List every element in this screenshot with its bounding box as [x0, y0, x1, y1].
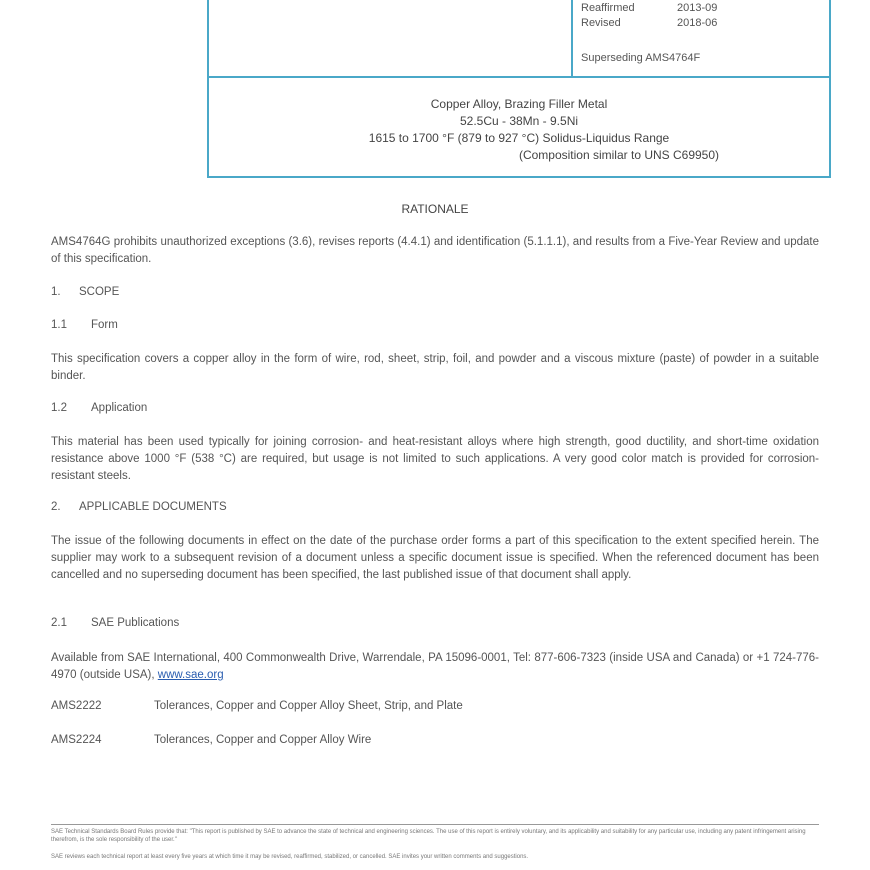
section-2-heading [51, 501, 227, 513]
document-title [209, 96, 829, 164]
sae-address-text: Available from SAE International, 400 Commonwealth Drive, Warrendale, PA 15096-0001, Tel: 877-606-7323 (inside USA and Canada) or +1 724-776-4970 (outside USA), [51, 652, 819, 681]
superseding-note: Superseding AMS4764F [581, 52, 701, 64]
section-2-1-text [51, 650, 819, 684]
reaffirmed-row [581, 2, 717, 14]
title-line-1: Copper Alloy, Brazing Filler Metal [430, 97, 608, 111]
section-1-1-heading [51, 319, 118, 331]
reference-title: Tolerances, Copper and Copper Alloy Sheet, Strip, and Plate [154, 700, 463, 712]
section-number: 1.1 [51, 319, 67, 331]
footer-notice-2: SAE reviews each technical report at least every five years at which time it may be revised, reaffirmed, stabilized, or cancelled. SAE invites your written comments and suggestions. [51, 854, 529, 860]
section-2-1-heading [51, 617, 179, 629]
sae-website-link[interactable]: www.sae.org [157, 669, 224, 681]
reaffirmed-date: 2013-09 [677, 2, 718, 14]
section-number: 2. [51, 501, 61, 513]
reference-row [51, 700, 463, 712]
reference-row [51, 734, 371, 746]
footer-divider [51, 824, 819, 825]
section-title: Application [91, 402, 148, 414]
section-number: 1. [51, 286, 61, 298]
footer-notice-1: SAE Technical Standards Board Rules provide that: "This report is published by SAE to advance the state of technical and engineering sciences. The use of this report is entirely voluntary, and its applicability and suitability for any particular use, including any patent infringement arising therefrom, is the sole responsibility of the user." [51, 829, 806, 843]
header-divider [571, 0, 573, 78]
section-title: Form [91, 319, 118, 331]
title-line-4: (Composition similar to UNS C69950) [518, 148, 720, 162]
section-1-2-heading [51, 402, 147, 414]
section-2-text: The issue of the following documents in effect on the date of the purchase order forms a part of this specification to the extent specified herein. The supplier may work to a subsequent revision of a document unless a specific document issue is specified. When the referenced document has been cancelled and no superseding document has been specified, the last published issue of that document shall apply. [51, 535, 819, 581]
section-title: SCOPE [79, 286, 120, 298]
rationale-heading: RATIONALE [401, 202, 469, 216]
section-title: APPLICABLE DOCUMENTS [79, 501, 227, 513]
reference-code: AMS2222 [51, 700, 102, 712]
section-1-1-text: This specification covers a copper alloy in the form of wire, rod, sheet, strip, foil, and powder and a viscous mixture (paste) of powder in a suitable binder. [51, 353, 819, 382]
reaffirmed-label: Reaffirmed [581, 2, 635, 14]
section-1-2-text: This material has been used typically for joining corrosion- and heat-resistant alloys where high strength, good ductility, and short-time oxidation resistance above 1000 °F (538 °C) are required, but usage is not limited to such applications. A very good color match is provided for corrosion-resistant steels. [51, 436, 819, 482]
section-title: SAE Publications [91, 617, 180, 629]
revised-row [581, 17, 717, 29]
revised-date: 2018-06 [677, 17, 718, 29]
section-number: 2.1 [51, 617, 67, 629]
section-1-heading [51, 286, 119, 298]
rationale-text: AMS4764G prohibits unauthorized exceptions (3.6), revises reports (4.4.1) and identification (5.1.1.1), and results from a Five-Year Review and update of this specification. [51, 236, 819, 265]
revised-label: Revised [581, 17, 621, 29]
title-line-2: 52.5Cu - 38Mn - 9.5Ni [459, 114, 579, 128]
header-top-section [209, 0, 829, 78]
title-line-3: 1615 to 1700 °F (879 to 927 °C) Solidus-Liquidus Range [368, 131, 670, 145]
section-number: 1.2 [51, 402, 67, 414]
header-box [207, 0, 831, 178]
reference-code: AMS2224 [51, 734, 102, 746]
reference-title: Tolerances, Copper and Copper Alloy Wire [154, 734, 372, 746]
